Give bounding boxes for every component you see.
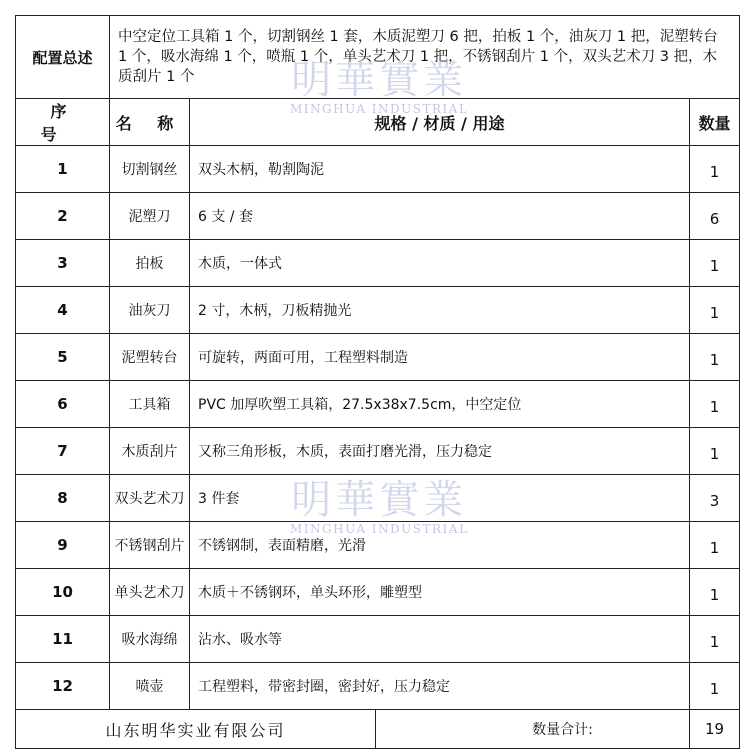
summary-label: 配置总述	[16, 16, 110, 99]
row-spec: 木质，一体式	[190, 240, 690, 287]
row-qty: 1	[690, 334, 740, 381]
row-number: 6	[16, 381, 110, 428]
row-name: 泥塑刀	[110, 193, 190, 240]
configuration-table	[15, 15, 740, 749]
row-number: 7	[16, 428, 110, 475]
row-name: 泥塑转台	[110, 334, 190, 381]
watermark-cn: 明華實業	[291, 477, 468, 523]
summary-text: 中空定位工具箱 1 个，切割钢丝 1 套，木质泥塑刀 6 把，拍板 1 个，油灰刀 1 把，泥塑转台 1 个，吸水海绵 1 个，喷瓶 1 个，单头艺术刀 1 把，不锈钢刮片 1 个，双头艺术刀 3 把，木质刮片 1 个	[110, 16, 740, 99]
table-row	[16, 381, 740, 428]
table-row	[16, 240, 740, 287]
row-spec: 双头木柄，勒割陶泥	[190, 146, 690, 193]
row-qty: 1	[690, 287, 740, 334]
row-qty: 1	[690, 240, 740, 287]
header-row	[16, 99, 740, 146]
table-row	[16, 569, 740, 616]
configuration-sheet	[15, 15, 739, 740]
row-name: 单头艺术刀	[110, 569, 190, 616]
row-spec: 可旋转，两面可用，工程塑料制造	[190, 334, 690, 381]
row-number: 8	[16, 475, 110, 522]
table-row	[16, 475, 740, 522]
row-qty: 1	[690, 428, 740, 475]
company-name: 山东明华实业有限公司	[16, 710, 376, 749]
row-number: 11	[16, 616, 110, 663]
row-spec: 2 寸，木柄，刀板精抛光	[190, 287, 690, 334]
row-spec: 又称三角形板，木质，表面打磨光滑，压力稳定	[190, 428, 690, 475]
row-qty: 1	[690, 663, 740, 710]
row-number: 1	[16, 146, 110, 193]
table-row	[16, 663, 740, 710]
item-rows	[16, 146, 740, 710]
table-row	[16, 522, 740, 569]
total-value: 19	[690, 710, 740, 749]
row-spec: 不锈钢制，表面精磨，光滑	[190, 522, 690, 569]
row-name: 切割钢丝	[110, 146, 190, 193]
row-name: 双头艺术刀	[110, 475, 190, 522]
row-qty: 1	[690, 616, 740, 663]
row-qty: 1	[690, 146, 740, 193]
table-row	[16, 334, 740, 381]
row-number: 10	[16, 569, 110, 616]
table-row	[16, 616, 740, 663]
row-number: 9	[16, 522, 110, 569]
total-label: 数量合计:	[376, 710, 690, 749]
row-number: 2	[16, 193, 110, 240]
row-spec: 3 件套	[190, 475, 690, 522]
row-spec: 木质＋不锈钢环，单头环形，雕塑型	[190, 569, 690, 616]
row-spec: 工程塑料，带密封圈，密封好，压力稳定	[190, 663, 690, 710]
header-qty: 数量	[690, 99, 740, 146]
row-qty: 1	[690, 522, 740, 569]
table-row	[16, 428, 740, 475]
row-spec: 6 支 / 套	[190, 193, 690, 240]
summary-row	[16, 16, 740, 99]
header-no: 序 号	[16, 99, 110, 146]
row-name: 喷壶	[110, 663, 190, 710]
row-name: 吸水海绵	[110, 616, 190, 663]
row-name: 木质刮片	[110, 428, 190, 475]
row-spec: 沾水、吸水等	[190, 616, 690, 663]
row-name: 不锈钢刮片	[110, 522, 190, 569]
row-number: 12	[16, 663, 110, 710]
watermark-en: MINGHUA INDUSTRIAL	[290, 102, 469, 116]
row-name: 拍板	[110, 240, 190, 287]
row-number: 5	[16, 334, 110, 381]
table-row	[16, 146, 740, 193]
row-number: 4	[16, 287, 110, 334]
row-number: 3	[16, 240, 110, 287]
header-name: 名 称	[110, 99, 190, 146]
header-spec: 规格 / 材质 / 用途	[190, 99, 690, 146]
row-qty: 1	[690, 569, 740, 616]
table-row	[16, 193, 740, 240]
row-qty: 3	[690, 475, 740, 522]
row-name: 工具箱	[110, 381, 190, 428]
table-row	[16, 287, 740, 334]
row-spec: PVC 加厚吹塑工具箱，27.5x38x7.5cm，中空定位	[190, 381, 690, 428]
footer-row	[16, 710, 740, 749]
row-name: 油灰刀	[110, 287, 190, 334]
watermark-cn: 明華實業	[291, 57, 468, 103]
row-qty: 6	[690, 193, 740, 240]
watermark-en: MINGHUA INDUSTRIAL	[290, 522, 469, 536]
row-qty: 1	[690, 381, 740, 428]
